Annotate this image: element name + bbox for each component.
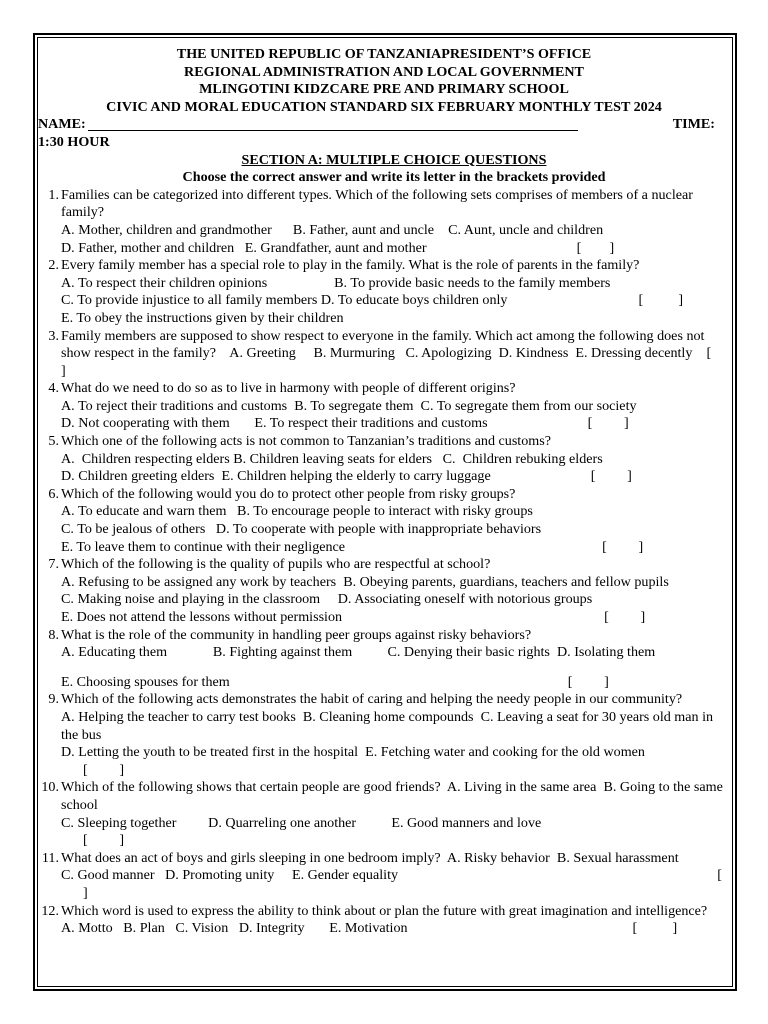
question-text: Which of the following shows that certain people are good friends? A. Living in the same area B. Going to the same school: [61, 779, 727, 813]
options-line: [61, 415, 730, 433]
options-line: A. Educating them B. Fighting against them C. Denying their basic rights D. Isolating them: [61, 644, 656, 661]
options-line: [61, 240, 730, 258]
options-text: E. To leave them to continue with their negligence: [61, 538, 346, 555]
header-line-2: REGIONAL ADMINISTRATION AND LOCAL GOVERNMENT: [184, 63, 584, 80]
question-1: [38, 187, 730, 257]
options-line: C. Sleeping together D. Quarreling one another E. Good manners and love: [61, 814, 542, 831]
question-number: 3 .: [31, 328, 59, 346]
options-line: [61, 762, 730, 780]
options-line: [61, 292, 730, 310]
options-line: [61, 920, 730, 938]
duration: 1:30 HOUR: [38, 133, 110, 150]
question-number: 5 .: [31, 433, 59, 451]
options-line: [61, 867, 730, 885]
question-text: Family members are supposed to show respect to everyone in the family. Which act among the following does not show respect in the family? A. Greeting B. Murmuring C. Apologizing D. Kindness E. Dressing decently [ ]: [61, 327, 743, 379]
time-label: TIME:: [672, 116, 715, 133]
question-text: Which of the following would you do to protect other people from risky groups?: [61, 485, 516, 502]
question-text: Which of the following is the quality of pupils who are respectful at school?: [61, 556, 491, 573]
options-text: C. To provide injustice to all family members D. To educate boys children only: [61, 292, 508, 309]
answer-bracket[interactable]: [ ]: [632, 920, 678, 937]
question-7: [38, 556, 730, 626]
options-text: A. Motto B. Plan C. Vision D. Integrity E. Motivation: [61, 920, 408, 937]
answer-bracket[interactable]: [ ]: [590, 468, 632, 485]
question-6: [38, 486, 730, 556]
answer-bracket[interactable]: [ ]: [602, 538, 644, 555]
question-8: [38, 627, 730, 692]
question-number: 7 .: [31, 556, 59, 574]
section-instruction: Choose the correct answer and write its letter in the brackets provided: [182, 169, 606, 186]
question-text: What do we need to do so as to live in harmony with people of different origins?: [61, 380, 516, 397]
options-line: C. To be jealous of others D. To cooperate with people with inappropriate behaviors: [61, 521, 542, 538]
options-line: C. Making noise and playing in the classroom D. Associating oneself with notorious groups: [61, 591, 593, 608]
question-number: 4 .: [31, 380, 59, 398]
question-3: [38, 327, 743, 381]
options-line: E. To obey the instructions given by their children: [61, 309, 344, 326]
header-line-1: THE UNITED REPUBLIC OF TANZANIAPRESIDENT’S OFFICE: [176, 46, 592, 62]
options-line: [61, 539, 730, 557]
question-text: Families can be categorized into different types. Which of the following sets comprises of members of a nuclear family?: [61, 186, 697, 221]
options-line: A. To reject their traditions and customs B. To segregate them C. To segregate them from our society: [61, 397, 637, 414]
question-12: [38, 903, 730, 938]
answer-bracket-close[interactable]: ]: [83, 884, 88, 901]
question-text: What does an act of boys and girls sleeping in one bedroom imply? A. Risky behavior B. Sexual harassment: [61, 849, 679, 866]
question-number: 12 .: [31, 903, 59, 921]
question-number: 10 .: [31, 779, 59, 797]
answer-bracket[interactable]: [ ]: [567, 673, 609, 690]
options-line: [61, 468, 730, 486]
exam-content: [38, 46, 743, 938]
options-line: D. Letting the youth to be treated first in the hospital E. Fetching water and cooking for the old women: [61, 744, 645, 761]
question-5: [38, 433, 730, 486]
header-line-3: MLINGOTINI KIDZCARE PRE AND PRIMARY SCHOOL: [199, 81, 569, 98]
answer-bracket[interactable]: [ ]: [587, 415, 629, 432]
name-time-row: [38, 116, 730, 134]
options-text: E. Choosing spouses for them: [61, 673, 230, 690]
options-line: [61, 885, 730, 903]
question-number: 11 .: [31, 850, 59, 868]
options-line: A. Children respecting elders B. Children leaving seats for elders C. Children rebuking elders: [61, 450, 603, 467]
options-line: [61, 674, 730, 692]
answer-bracket[interactable]: [ ]: [83, 832, 125, 849]
answer-bracket[interactable]: [ ]: [83, 761, 125, 778]
options-line: A. Mother, children and grandmother B. Father, aunt and uncle C. Aunt, uncle and children: [61, 221, 604, 238]
options-text: D. Children greeting elders E. Children helping the elderly to carry luggage: [61, 468, 491, 485]
question-number: 9 .: [31, 691, 59, 709]
options-text: C. Good manner D. Promoting unity E. Gender equality: [61, 867, 399, 884]
options-line: A. Helping the teacher to carry test books B. Cleaning home compounds C. Leaving a seat for 30 years old man in the bus: [61, 708, 717, 743]
options-text: D. Father, mother and children E. Grandfather, aunt and mother: [61, 239, 427, 256]
options-text: D. Not cooperating with them E. To respect their traditions and customs: [61, 415, 488, 432]
answer-bracket-open[interactable]: [: [717, 867, 722, 884]
question-number: 1 .: [31, 187, 59, 205]
question-number: 2 .: [31, 257, 59, 275]
question-11: [38, 850, 730, 903]
question-2: [38, 257, 730, 327]
options-text: E. Does not attend the lessons without permission: [61, 609, 343, 625]
question-4: [38, 380, 730, 433]
question-text: What is the role of the community in handling peer groups against risky behaviors?: [61, 626, 532, 643]
options-line: A. To respect their children opinions B. To provide basic needs to the family members: [61, 274, 611, 291]
options-line: [61, 832, 730, 850]
options-line: A. Refusing to be assigned any work by teachers B. Obeying parents, guardians, teachers and fellow pupils: [61, 573, 669, 590]
question-9: [38, 691, 730, 779]
question-text: Every family member has a special role to play in the family. What is the role of parents in the family?: [61, 257, 640, 274]
question-number: 6 .: [31, 486, 59, 504]
header-line-4: CIVIC AND MORAL EDUCATION STANDARD SIX FEBRUARY MONTHLY TEST 2024: [106, 98, 662, 115]
question-text: Which word is used to express the ability to think about or plan the future with great imagination and intelligence?: [61, 902, 708, 919]
question-10: [38, 779, 730, 849]
answer-bracket[interactable]: [ ]: [638, 292, 684, 309]
answer-bracket[interactable]: [ ]: [604, 609, 646, 625]
section-title: SECTION A: MULTIPLE CHOICE QUESTIONS: [241, 151, 547, 168]
question-text: Which one of the following acts is not common to Tanzanian’s traditions and customs?: [61, 433, 551, 450]
options-line: A. To educate and warn them B. To encourage people to interact with risky groups: [61, 503, 533, 520]
answer-bracket[interactable]: [ ]: [576, 239, 615, 256]
name-label: NAME:: [38, 116, 86, 133]
options-line: [61, 609, 730, 627]
question-text: Which of the following acts demonstrates the habit of caring and helping the needy people in our community?: [61, 691, 683, 708]
name-blank-line[interactable]: [88, 116, 578, 131]
question-number: 8 .: [31, 627, 59, 645]
